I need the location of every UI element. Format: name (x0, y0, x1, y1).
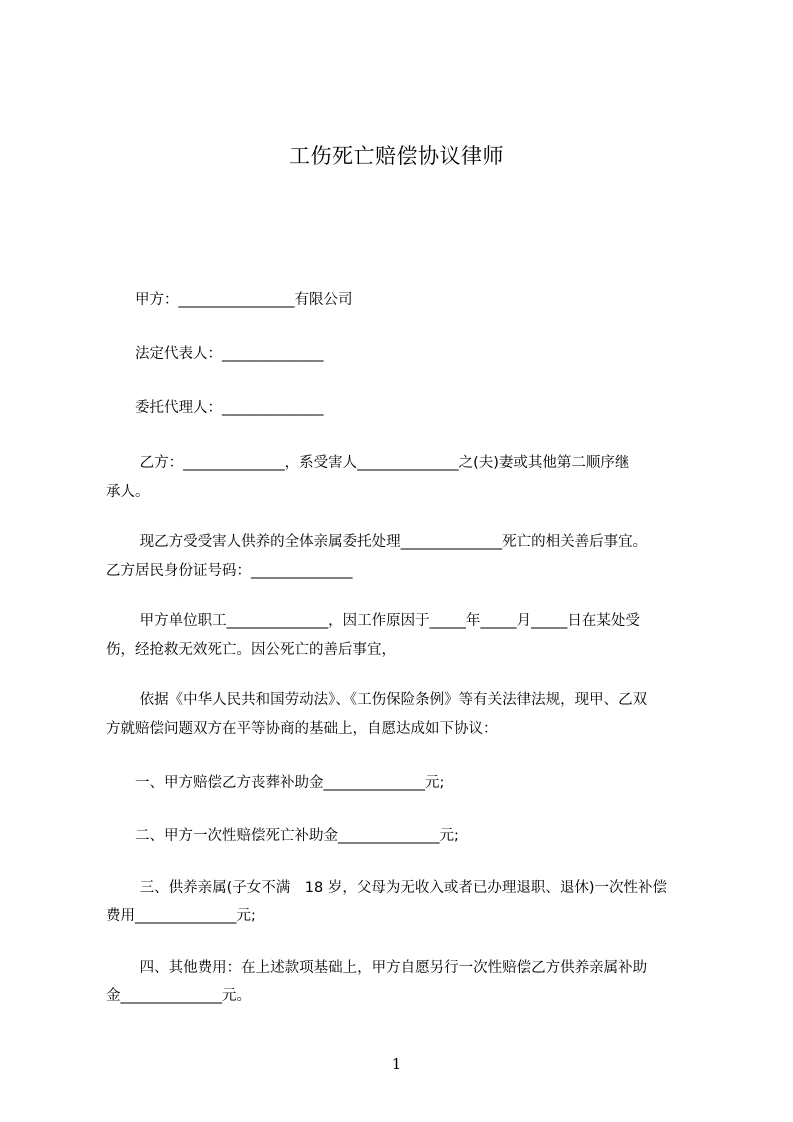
clause-3-line-2: 费用______________元; (106, 908, 256, 924)
clause-4-line-2: 金______________元。 (106, 988, 251, 1004)
party-b-line-1: 乙方：______________，系受害人______________之(夫)妻或其他第二顺序继 (106, 455, 630, 471)
party-b-line-2: 承人。 (106, 484, 150, 500)
page-number: 1 (391, 1055, 402, 1073)
clause-1: 一、甲方赔偿乙方丧葬补助金______________元; (106, 775, 445, 791)
incident-line-2: 伤，经抢救无效死亡。因公死亡的善后事宜， (106, 642, 396, 658)
authorized-agent-line: 委托代理人：______________ (106, 400, 324, 416)
clause-2: 二、甲方一次性赔偿死亡补助金______________元; (106, 828, 459, 844)
document-title: 工伤死亡赔偿协议律师 (289, 144, 504, 168)
party-a-line: 甲方：________________有限公司 (106, 292, 353, 308)
legal-basis-line-2: 方就赔偿问题双方在平等协商的基础上，自愿达成如下协议： (106, 721, 498, 737)
incident-line-1: 甲方单位职工______________，因工作原因于_____年_____月_____日在某处受 (106, 613, 640, 629)
legal-basis-line-1: 依据《中华人民共和国劳动法》、《工伤保险条例》等有关法律法规，现甲、乙双 (106, 692, 648, 708)
entrustment-line-1: 现乙方受受害人供养的全体亲属委托处理______________死亡的相关善后事宜。 (106, 534, 648, 550)
legal-representative-line: 法定代表人：______________ (106, 346, 324, 362)
clause-4-line-1: 四、其他费用：在上述款项基础上，甲方自愿另行一次性赔偿乙方供养亲属补助 (106, 960, 648, 976)
clause-3-line-1: 三、供养亲属(子女不满 18 岁，父母为无收入或者已办理退职、退休)一次性补偿 (106, 880, 667, 896)
entrustment-line-2: 乙方居民身份证号码：______________ (106, 563, 353, 579)
